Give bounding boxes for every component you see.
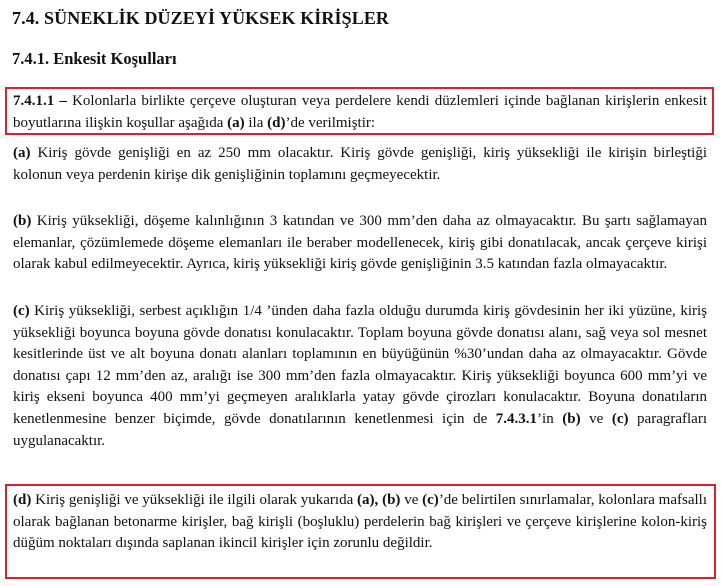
item-a-text: Kiriş gövde genişliği en az 250 mm olacaktır. Kiriş gövde genişliği, kiriş yüksekliği ile kirişin birleştiği kolonun veya perdenin kirişe dik genişliğinin toplamını geçmeyecektir. <box>13 145 707 183</box>
clause-7411-paragraph <box>13 91 707 134</box>
item-c-text-2: ’in <box>537 410 563 427</box>
item-d-ref-b: (b) <box>382 492 401 508</box>
item-d-label: (d) <box>13 492 32 508</box>
item-c-ref-7431: 7.4.3.1 <box>495 410 538 427</box>
section-title: SÜNEKLİK DÜZEYİ YÜKSEK KİRİŞLER <box>44 8 390 28</box>
item-d-ref-c: (c) <box>422 492 439 508</box>
item-d-text-4: ’de belirtilen sınırlamalar, kolonlara mafsallı olarak bağlanan betonarme kirişler, bağ kirişli (boşluklu) perdelerin bağ kirişleri ve çerçeve kirişlerine kolon-kiriş düğüm noktaları dışında saplanan ikincil kirişler için zorunlu değildir. <box>13 492 708 552</box>
subsection-number: 7.4.1. <box>12 49 50 68</box>
item-c-ref-c: (c) <box>611 410 629 427</box>
item-c-text-1: Kiriş yüksekliği, serbest açıklığın 1/4 ’ünden daha fazla olduğu durumda kiriş gövdesinin her iki yüzüne, kiriş yüksekliği boyunca boyuna gövde donatısı konulacaktır. Toplam boyuna gövde donatısı alanı, sağ veya sol mesnet kesitlerinde üst ve alt boyuna donatı alanları toplamının en büyüğünün %30’undan daha az olmayacaktır. Gövde donatısı çapı 12 mm’den az, aralığı ise 300 mm’den fazla olmayacaktır. Kiriş yüksekliği boyunca 600 mm’yi ve kiriş ekseni boyunca 400 mm’yi geçmeyen aralıklarla yatay gövde çirozları konulacaktır. Boyuna donatıların kenetlenmesine benzer biçimde, gövde donatılarının kenetlenmesi için de <box>13 303 707 427</box>
item-d-ref-a: (a), <box>357 492 379 508</box>
item-c-text-4: paragrafları uygulanacaktır. <box>13 410 707 449</box>
clause-7411-ref-a: (a) <box>227 114 245 131</box>
item-a-paragraph <box>13 143 707 186</box>
item-c-paragraph <box>13 301 707 452</box>
item-a-label: (a) <box>13 145 31 161</box>
item-c-ref-b: (b) <box>562 410 581 427</box>
clause-7411-text-2: ila <box>244 114 268 131</box>
clause-7411-text-1: Kolonlarla birlikte çerçeve oluşturan veya perdelere kendi düzlemleri içinde bağlanan kirişlerin enkesit boyutlarına ilişkin koşullar aşağıda <box>13 93 707 131</box>
item-c-text-3: ve <box>580 410 612 427</box>
subsection-title: Enkesit Koşulları <box>53 49 177 68</box>
item-d-text-3: ve <box>400 492 423 508</box>
item-b-paragraph <box>13 211 707 276</box>
clause-7411-number: 7.4.1.1 – <box>13 93 67 109</box>
item-d-text-1: Kiriş genişliği ve yüksekliği ile ilgili olarak yukarıda <box>31 492 358 508</box>
clause-7411-ref-d: (d) <box>267 114 286 131</box>
item-b-text: Kiriş yüksekliği, döşeme kalınlığının 3 katından ve 300 mm’den daha az olmayacaktır. Bu şartı sağlamayan elemanlar, çözümlemede döşeme elemanları ile beraber modellenecek, kiriş gibi donatılacak, ancak çerçeve kirişi olarak kabul edilmeyecektir. Ayrıca, kiriş yüksekliği kiriş gövde genişliğinin 3.5 katından fazla olmayacaktır. <box>13 213 707 273</box>
section-number: 7.4. <box>12 8 40 28</box>
clause-7411-text-3: ’de verilmiştir: <box>285 114 376 131</box>
section-heading <box>12 8 389 29</box>
item-b-label: (b) <box>13 213 32 229</box>
subsection-heading <box>12 49 177 69</box>
item-c-label: (c) <box>13 303 30 319</box>
item-d-paragraph <box>13 490 707 555</box>
